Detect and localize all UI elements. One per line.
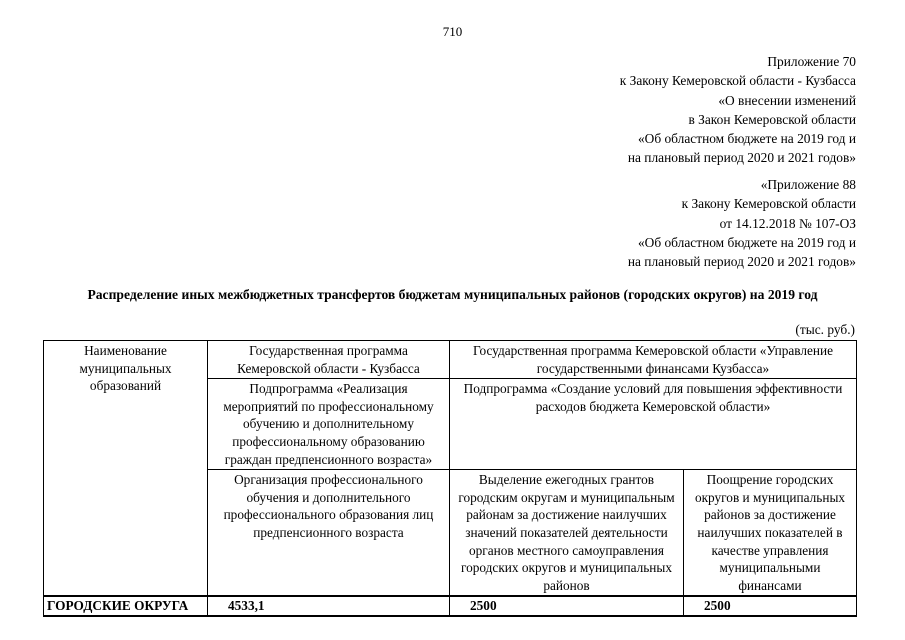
appendix-70-line: на плановый период 2020 и 2021 годов» bbox=[627, 150, 856, 166]
header-municipal: Наименование муниципальных образований bbox=[44, 341, 208, 597]
appendix-70-line: «О внесении изменений bbox=[718, 92, 856, 108]
appendix-88-line: «Приложение 88 bbox=[760, 177, 856, 192]
appendix-70-line: в Закон Кемеровской области bbox=[688, 111, 856, 127]
appendix-88-line: «Об областном бюджете на 2019 год и bbox=[637, 234, 856, 250]
header-subprogram-1: Подпрограмма «Реализация мероприятий по профессиональному обучению и дополнительному профессиональному образованию граждан предпенсионного возраста» bbox=[208, 379, 450, 470]
value-cell: 4533,1 bbox=[208, 596, 450, 616]
header-program-2: Государственная программа Кемеровской области «Управление государственными финансами Кузбасса» bbox=[450, 341, 857, 379]
value-cell: 2500 bbox=[450, 596, 684, 616]
appendix-88-header bbox=[628, 175, 856, 271]
appendix-70-line: Приложение 70 bbox=[767, 54, 856, 69]
table-row bbox=[44, 596, 857, 616]
header-row-programs bbox=[44, 341, 857, 379]
document-title: Распределение иных межбюджетных трансфертов бюджетам муниципальных районов (городских округов) на 2019 год bbox=[87, 287, 818, 302]
header-program-1: Государственная программа Кемеровской области - Кузбасса bbox=[208, 341, 450, 379]
header-measure-2: Выделение ежегодных грантов городским округам и муниципальным районам за достижение наилучших значений показателей деятельности органов местного самоуправления городских округов и муниципальных районов bbox=[450, 470, 684, 597]
transfers-table bbox=[43, 340, 857, 617]
header-measure-3: Поощрение городских округов и муниципальных районов за достижение наилучших показателей в качестве управления муниципальными финансами bbox=[684, 470, 857, 597]
appendix-70-line: к Закону Кемеровской области - Кузбасса bbox=[619, 73, 856, 89]
appendix-70-header bbox=[620, 52, 856, 168]
header-subprogram-2: Подпрограмма «Создание условий для повышения эффективности расходов бюджета Кемеровской области» bbox=[450, 379, 857, 470]
value-cell: 2500 bbox=[684, 596, 857, 616]
units-label: (тыс. руб.) bbox=[795, 322, 855, 337]
page-number: 710 bbox=[442, 24, 463, 39]
appendix-70-line: «Об областном бюджете на 2019 год и bbox=[637, 131, 856, 147]
row-label: ГОРОДСКИЕ ОКРУГА bbox=[44, 596, 208, 616]
header-measure-1: Организация профессионального обучения и дополнительного профессионального образования лиц предпенсионного возраста bbox=[208, 470, 450, 597]
appendix-88-line: к Закону Кемеровской области bbox=[681, 196, 856, 212]
appendix-88-line: от 14.12.2018 № 107-ОЗ bbox=[719, 215, 856, 231]
appendix-88-line: на плановый период 2020 и 2021 годов» bbox=[627, 254, 856, 270]
